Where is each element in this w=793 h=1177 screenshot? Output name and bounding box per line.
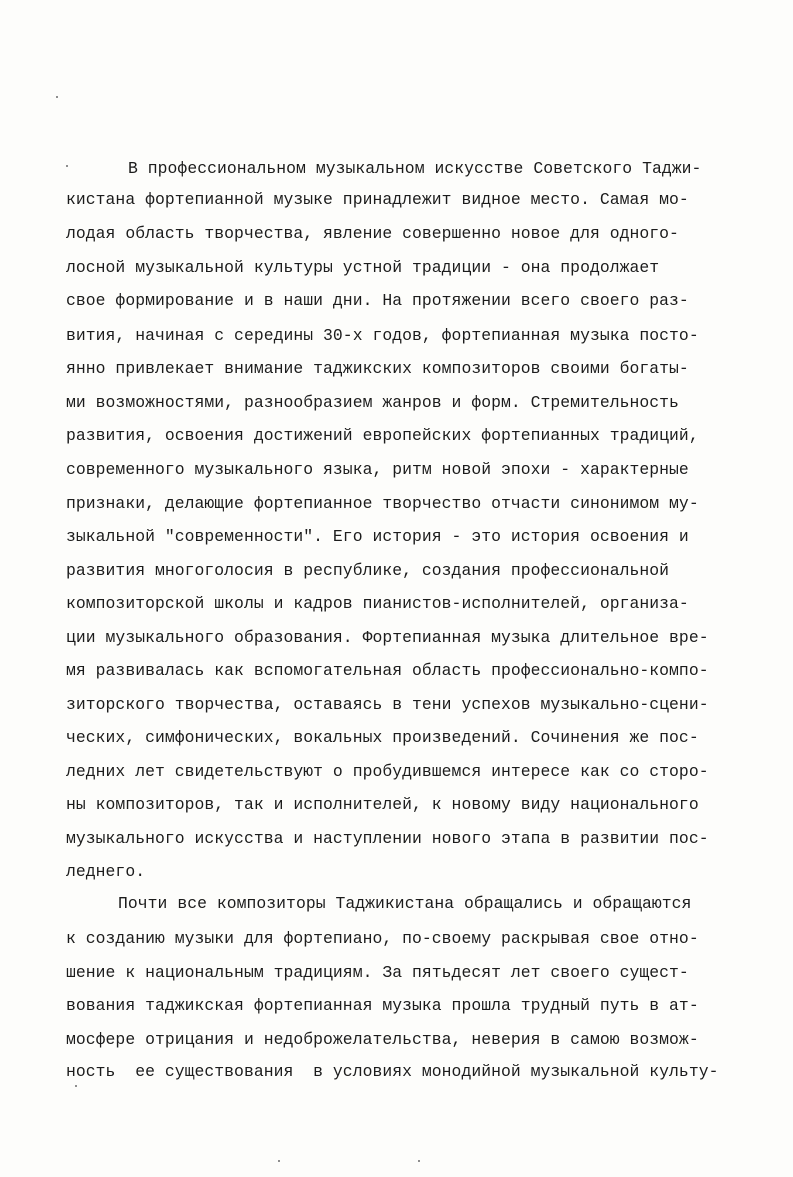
text-line: лодая область творчества, явление совершенно новое для одного- <box>66 224 679 243</box>
text-line: ность ее существования в условиях монодийной музыкальной культу- <box>66 1062 719 1081</box>
text-line: ческих, симфонических, вокальных произведений. Сочинения же пос- <box>66 728 699 747</box>
text-line: ми возможностями, разнообразием жанров и форм. Стремительность <box>66 393 679 412</box>
text-line: развития, освоения достижений европейских фортепианных традиций, <box>66 426 699 445</box>
text-line: ции музыкального образования. Фортепианная музыка длительное вре- <box>66 628 709 647</box>
text-line: композиторской школы и кадров пианистов-исполнителей, организа- <box>66 594 689 613</box>
text-line: леднего. <box>66 862 146 881</box>
text-line: кистана фортепианной музыке принадлежит видное место. Самая мо- <box>66 190 689 209</box>
scan-speck <box>278 1160 280 1162</box>
text-line: свое формирование и в наши дни. На протяжении всего своего раз- <box>66 291 689 310</box>
text-line: музыкального искусства и наступлении нового этапа в развитии пос- <box>66 829 709 848</box>
scan-speck <box>418 1160 420 1162</box>
text-line: зыкальной "современности". Его история - это история освоения и <box>66 527 689 546</box>
scan-speck <box>56 96 58 98</box>
text-line: вования таджикская фортепианная музыка прошла трудный путь в ат- <box>66 996 699 1015</box>
text-line: В профессиональном музыкальном искусстве Советского Таджи- <box>128 159 702 178</box>
text-line: к созданию музыки для фортепиано, по-своему раскрывая свое отно- <box>66 929 699 948</box>
text-line: признаки, делающие фортепианное творчество отчасти синонимом му- <box>66 494 699 513</box>
text-line: зиторского творчества, оставаясь в тени успехов музыкально-сцени- <box>66 695 709 714</box>
text-line: янно привлекает внимание таджикских композиторов своими богаты- <box>66 359 689 378</box>
scan-speck <box>66 165 68 167</box>
text-line: развития многоголосия в республике, создания профессиональной <box>66 561 670 580</box>
text-line: Почти все композиторы Таджикистана обращались и обращаются <box>118 894 692 913</box>
text-line: шение к национальным традициям. За пятьдесят лет своего сущест- <box>66 963 689 982</box>
text-line: современного музыкального языка, ритм новой эпохи - характерные <box>66 460 689 479</box>
text-line: мя развивалась как вспомогательная область профессионально-компо- <box>66 661 709 680</box>
text-line: лосной музыкальной культуры устной традиции - она продолжает <box>66 258 660 277</box>
scan-speck <box>75 1085 77 1087</box>
text-line: вития, начиная с середины 30-х годов, фортепианная музыка посто- <box>66 326 699 345</box>
text-line: ны композиторов, так и исполнителей, к новому виду национального <box>66 795 699 814</box>
text-line: мосфере отрицания и недоброжелательства, неверия в самою возмож- <box>66 1030 699 1049</box>
text-line: ледних лет свидетельствуют о пробудившемся интересе как со сторо- <box>66 762 709 781</box>
